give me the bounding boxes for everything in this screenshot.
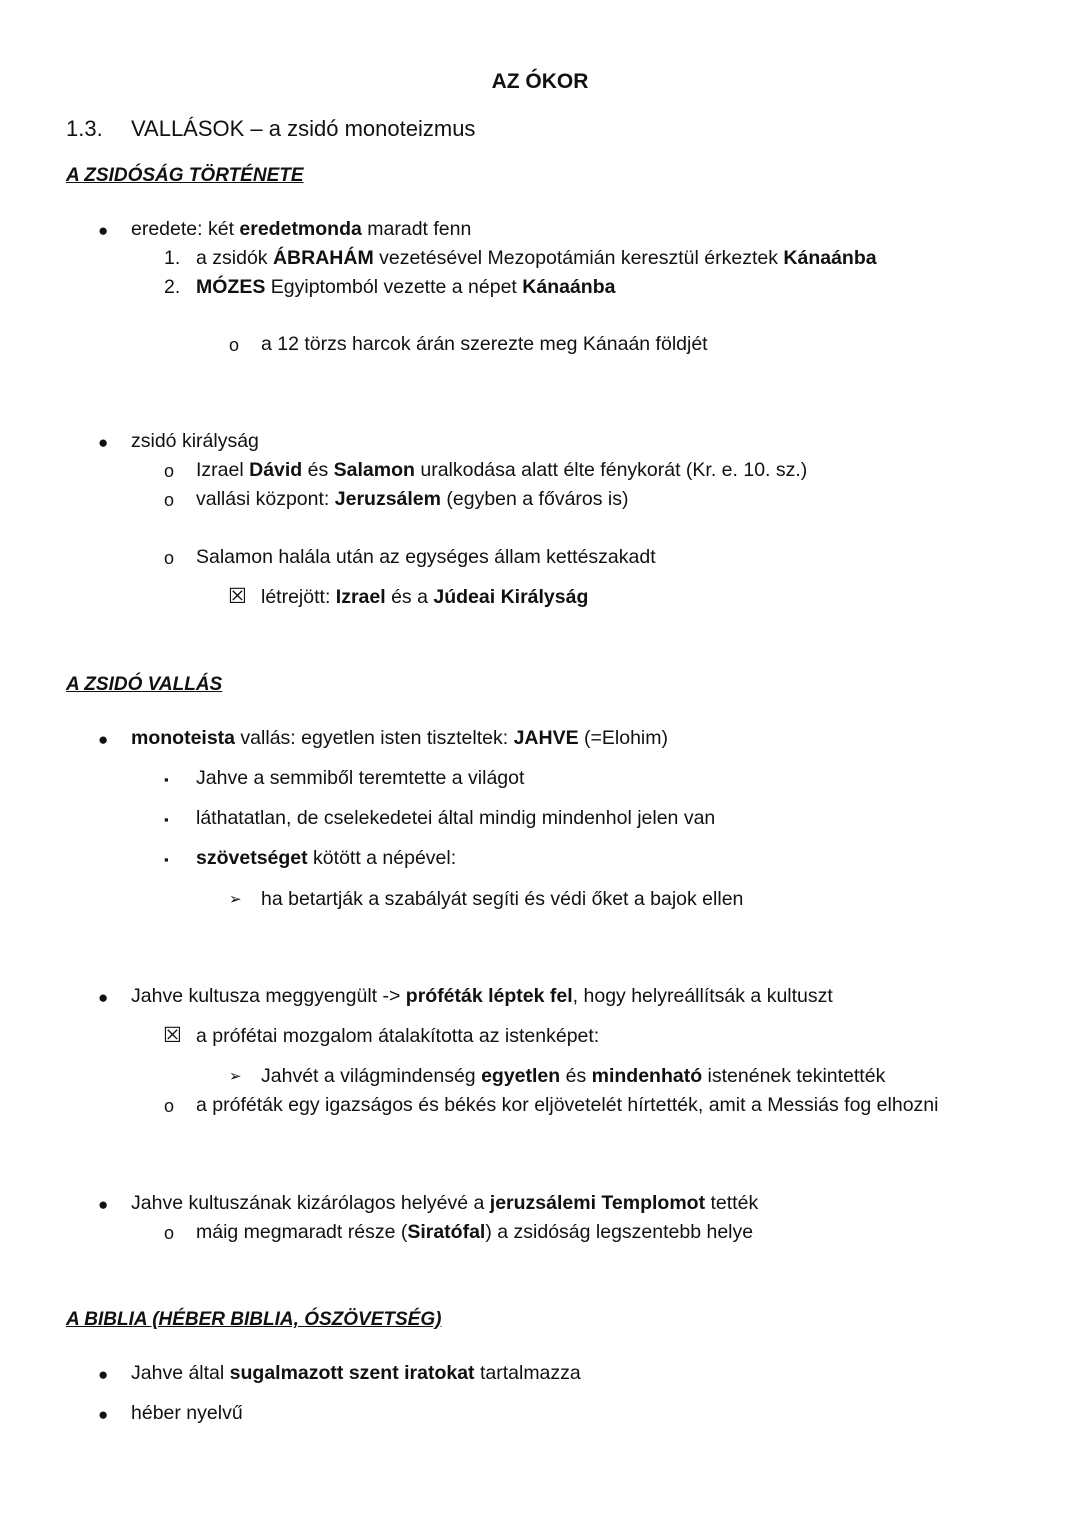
bullet-cult: ● [98,988,109,1007]
heading-history: A ZSIDÓSÁG TÖRTÉNETE [66,165,304,186]
bullet-covenant: ▪ [164,852,169,867]
kingdoms-formed-line: létrejött: Izrael és a Júdeai Királyság [261,586,589,608]
bullet-messiah: o [164,1096,175,1116]
bullet-invisible: ▪ [164,812,169,827]
almighty-line: Jahvét a világmindenség egyetlen és mindenható istenének tekintették [261,1065,886,1087]
covenant-line: szövetséget kötött a népével: [196,847,457,869]
heading-religion: A ZSIDÓ VALLÁS [66,674,223,695]
bullet-kingdom: ● [98,433,109,452]
section-number: 1.3. [66,116,103,141]
page-title: AZ ÓKOR [491,70,589,93]
bullet-monotheist: ● [98,730,109,749]
bullet-temple: ● [98,1195,109,1214]
origin-item-2-number: 2. [164,276,181,298]
bullet-origin: ● [98,221,109,240]
heading-bible: A BIBLIA (HÉBER BIBLIA, ÓSZÖVETSÉG) [66,1309,442,1330]
origin-item-1: a zsidók ÁBRAHÁM vezetésével Mezopotámián keresztül érkeztek Kánaánba [196,247,877,269]
protection-line: ha betartják a szabályát segíti és védi őket a bajok ellen [261,888,744,910]
origin-item-1-number: 1. [164,247,181,269]
checkbox-icon: ☒ [163,1024,182,1047]
bullet-split: o [164,548,175,568]
section-title: VALLÁSOK – a zsidó monoteizmus [131,116,476,141]
bullet-golden-age: o [164,461,175,481]
scriptures-line: Jahve által sugalmazott szent iratokat tartalmazza [131,1362,581,1384]
arrow-icon: ➢ [229,891,242,908]
bullet-scriptures: ● [98,1365,109,1384]
language-line: héber nyelvű [131,1402,243,1424]
temple-line: Jahve kultuszának kizárólagos helyévé a jeruzsálemi Templomot tették [131,1192,759,1214]
messiah-line: a próféták egy igazságos és békés kor eljövetelét hírtették, amit a Messiás fog elhozni [196,1094,939,1116]
origin-item-2: MÓZES Egyiptomból vezette a népet Kánaánba [196,276,616,298]
bullet-wailing-wall: o [164,1223,175,1243]
wailing-wall-line: máig megmaradt része (Siratófal) a zsidóság legszentebb helye [196,1221,754,1243]
bullet-creation: ▪ [164,772,169,787]
bullet-tribes: o [229,335,240,355]
monotheist-line: monoteista vallás: egyetlen isten tiszteltek: JAHVE (=Elohim) [131,727,669,749]
kingdom-line: zsidó királyság [131,430,259,452]
prophetic-movement-line: a prófétai mozgalom átalakította az istenképet: [196,1025,600,1047]
invisible-line: láthatatlan, de cselekedetei által mindig mindenhol jelen van [196,807,716,829]
creation-line: Jahve a semmiből teremtette a világot [196,767,525,789]
checkbox-icon: ☒ [228,585,247,608]
tribes-line: a 12 törzs harcok árán szerezte meg Kánaán földjét [261,333,708,355]
origin-line: eredete: két eredetmonda maradt fenn [131,218,472,240]
golden-age-line: Izrael Dávid és Salamon uralkodása alatt élte fénykorát (Kr. e. 10. sz.) [196,459,808,481]
split-line: Salamon halála után az egységes állam kettészakadt [196,546,656,568]
bullet-center: o [164,490,175,510]
arrow-icon: ➢ [229,1068,242,1085]
bullet-language: ● [98,1405,109,1424]
center-line: vallási központ: Jeruzsálem (egyben a főváros is) [196,488,629,510]
cult-line: Jahve kultusza meggyengült -> próféták léptek fel, hogy helyreállítsák a kultuszt [131,985,833,1007]
